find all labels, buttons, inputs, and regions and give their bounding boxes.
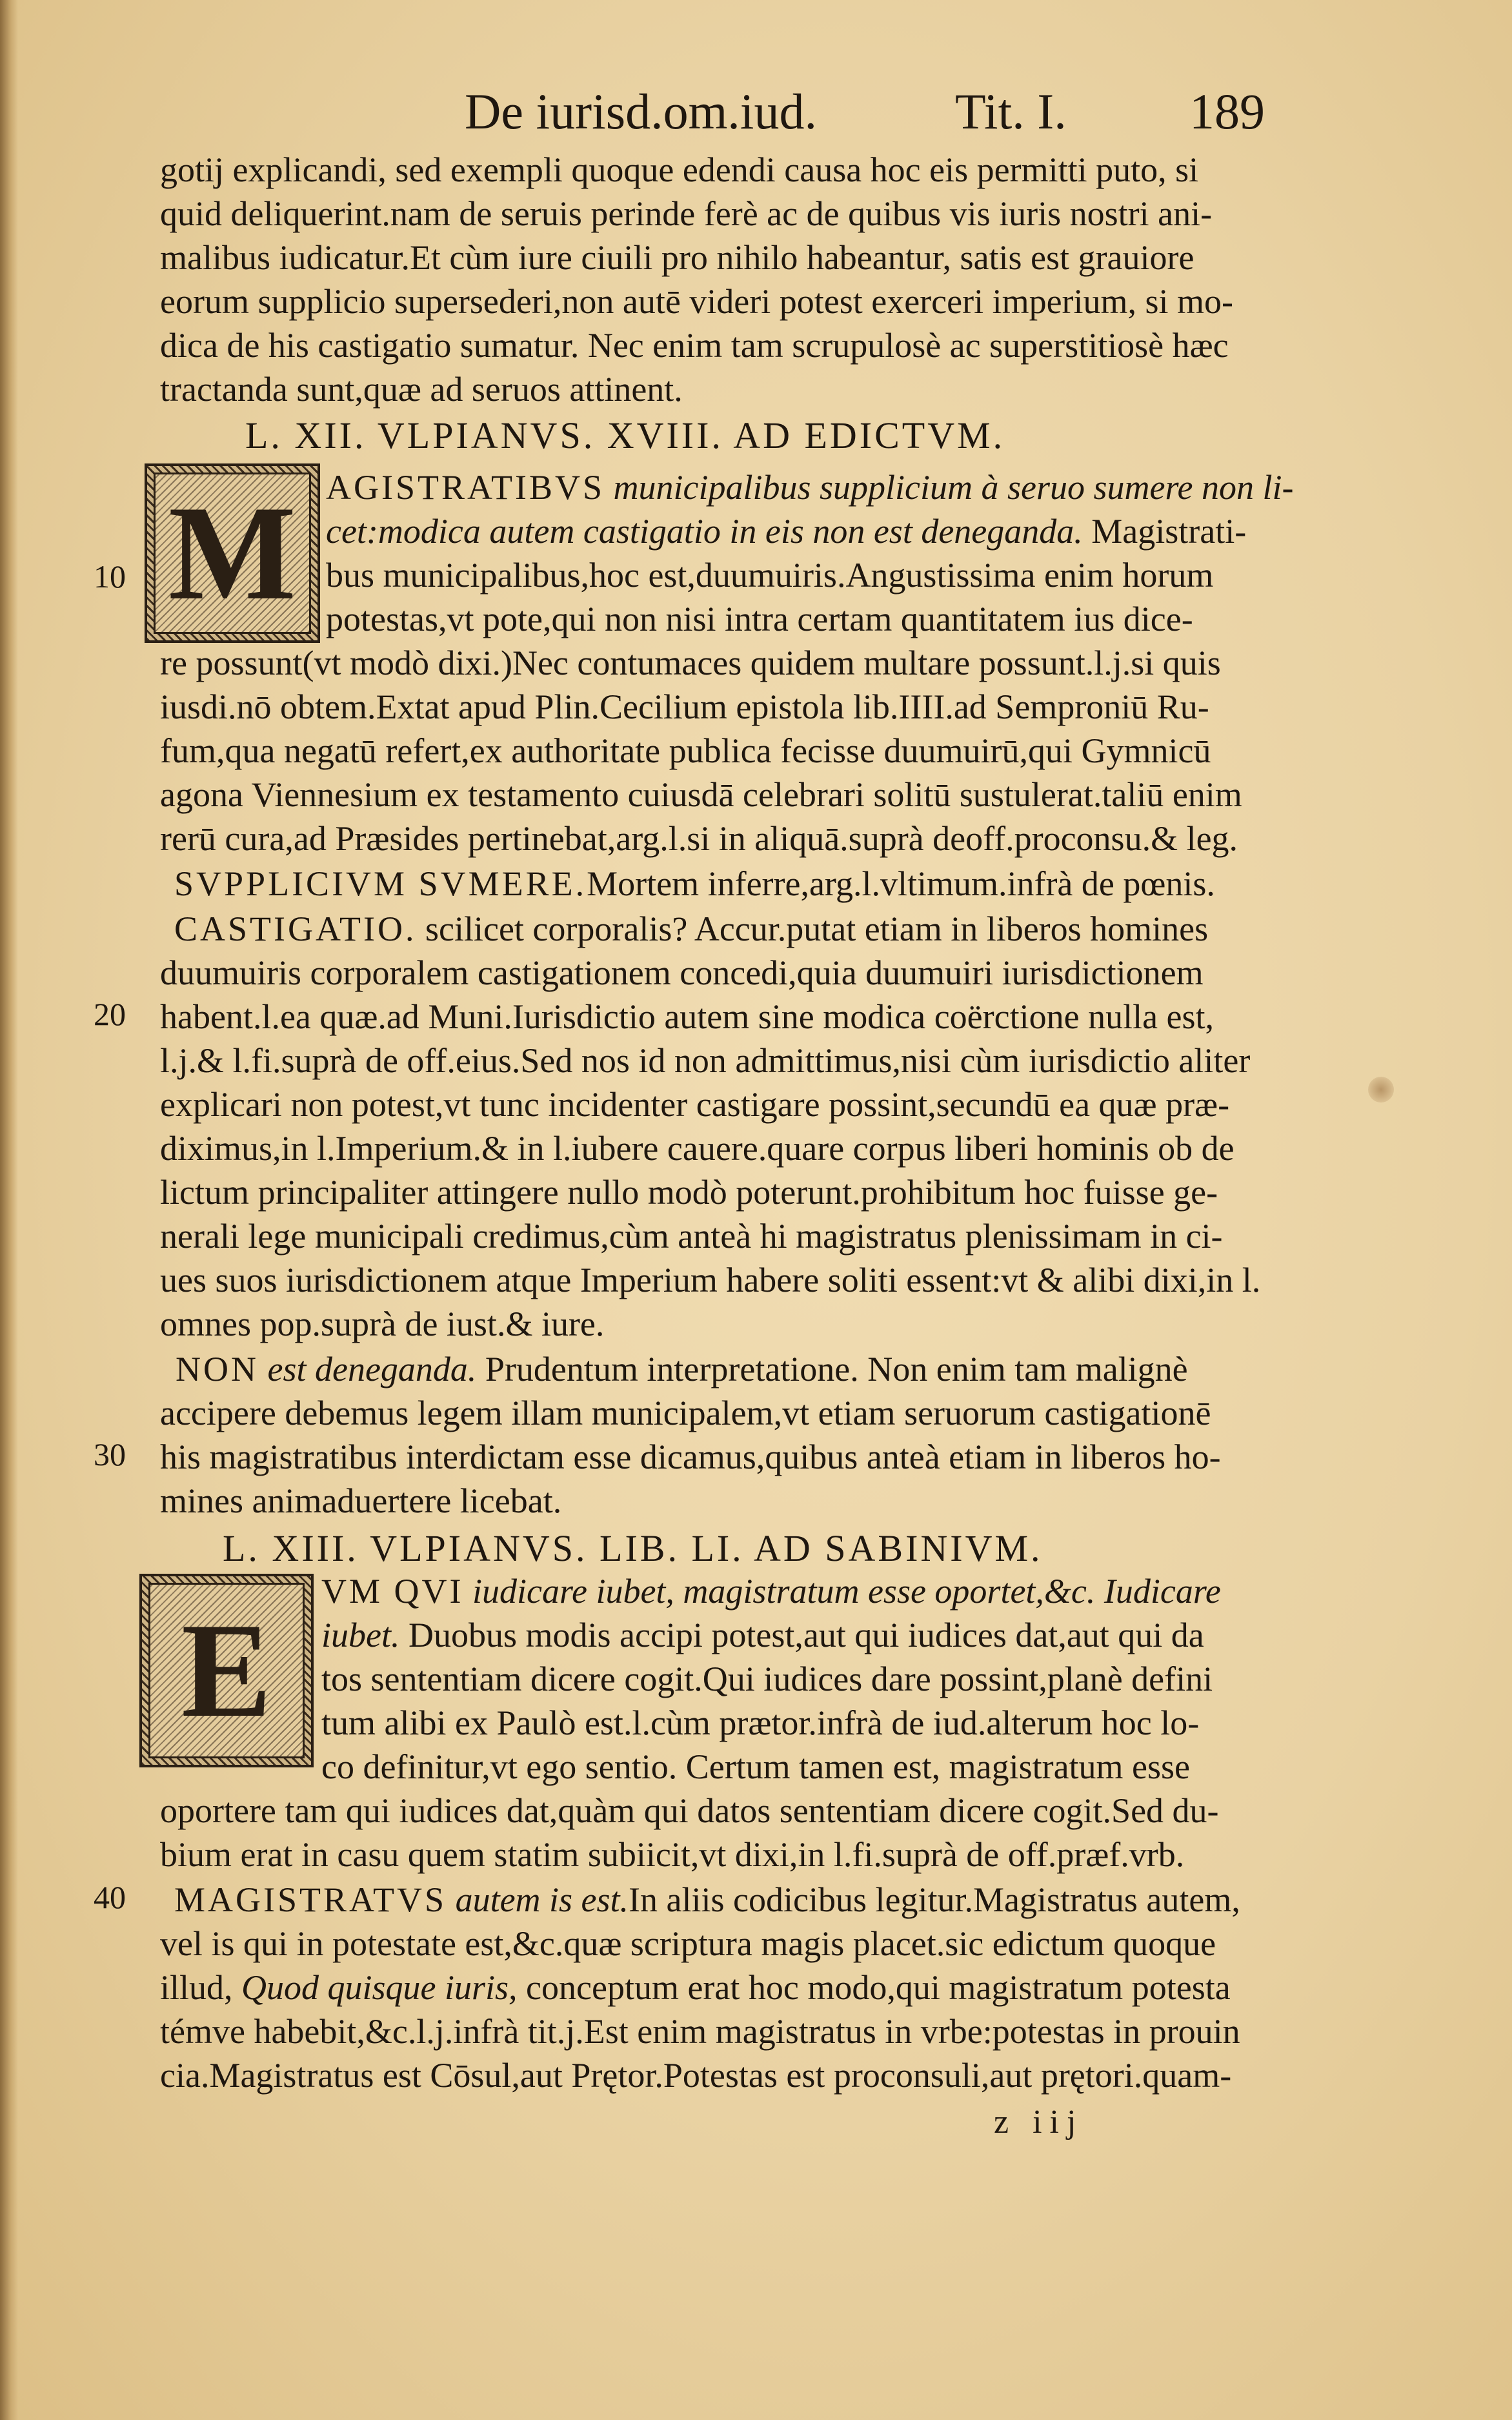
margin-line-number: 10 (94, 558, 126, 595)
text-line: quid deliquerint.nam de seruis perinde ferè ac de quibus vis iuris nostri ani- (160, 194, 1213, 233)
signature-mark: z iij (994, 2104, 1084, 2140)
text-line: eorum supplicio supersederi,non autē videri potest exerceri imperium, si mo- (160, 282, 1234, 321)
text-line: vel is qui in potestate est,&c.quæ scriptura magis placet.sic edictum quoque (160, 1924, 1216, 1963)
text-line: diximus,in l.Imperium.& in l.iubere cauere.quare corpus liberi hominis ob de (160, 1129, 1235, 1168)
text-line: AGISTRATIBVS municipalibus supplicium à seruo sumere non li- (326, 468, 1294, 507)
text-line: malibus iudicatur.Et cùm iure ciuili pro nihilo habeantur, satis est grauiore (160, 238, 1194, 277)
decorated-initial-m (145, 463, 320, 643)
margin-line-number: 40 (94, 1879, 126, 1915)
text-line: ues suos iurisdictionem atque Imperium habere soliti essent:vt & alibi dixi,in l. (160, 1261, 1261, 1299)
paper-stain (1368, 1077, 1394, 1103)
margin-line-number: 20 (94, 996, 126, 1032)
text-line: illud, Quod quisque iuris, conceptum erat hoc modo,qui magistratum potesta (160, 1968, 1231, 2007)
initial-letter: E (181, 1596, 272, 1745)
text-line: explicari non potest,vt tunc incidenter castigare possint,secundū ea quæ præ- (160, 1085, 1230, 1124)
text-line: tos sententiam dicere cogit.Qui iudices dare possint,planè defini (321, 1660, 1213, 1698)
text-line: cet:modica autem castigatio in eis non est deneganda. Magistrati- (326, 512, 1247, 551)
text-line: iusdi.nō obtem.Extat apud Plin.Cecilium epistola lib.IIII.ad Semproniū Ru- (160, 687, 1209, 726)
text-line: mines animaduertere licebat. (160, 1481, 562, 1520)
text-line: rerū cura,ad Præsides pertinebat,arg.l.si in aliquā.suprà deoff.proconsu.& leg. (160, 819, 1238, 858)
text-line: cia.Magistratus est Cōsul,aut Prętor.Potestas est proconsuli,aut prętori.quam- (160, 2056, 1232, 2095)
decorated-initial-e (139, 1574, 314, 1767)
text-line: bus municipalibus,hoc est,duumuiris.Angustissima enim horum (326, 556, 1214, 595)
text-line: co definitur,vt ego sentio. Certum tamen est, magistratum esse (321, 1747, 1191, 1786)
text-line: duumuiris corporalem castigationem concedi,quia duumuiri iurisdictionem (160, 953, 1204, 992)
text-line: fum,qua negatū refert,ex authoritate publica fecisse duumuirū,qui Gymnicū (160, 731, 1211, 770)
text-line: habent.l.ea quæ.ad Muni.Iurisdictio autem sine modica coërctione nulla est, (160, 997, 1215, 1036)
text-line: oportere tam qui iudices dat,quàm qui datos sententiam dicere cogit.Sed du- (160, 1791, 1219, 1830)
text-line: SVPPLICIVM SVMERE.Mortem inferre,arg.l.vltimum.infrà de pœnis. (174, 864, 1215, 903)
text-line: nerali lege municipali credimus,cùm anteà hi magistratus plenissimam in ci- (160, 1217, 1223, 1256)
text-line: bium erat in casu quem statim subiicit,vt dixi,in l.fi.suprà de off.præf.vrb. (160, 1835, 1185, 1874)
text-line: agona Viennesium ex testamento cuiusdā celebrari solitū sustulerat.taliū enim (160, 775, 1242, 814)
text-line: VM QVI iudicare iubet, magistratum esse oportet,&c. Iudicare (321, 1572, 1221, 1611)
text-line: tractanda sunt,quæ ad seruos attinent. (160, 370, 683, 409)
text-line: MAGISTRATVS autem is est.In aliis codicibus legitur.Magistratus autem, (174, 1880, 1240, 1919)
running-header (465, 83, 1265, 141)
text-line: potestas,vt pote,qui non nisi intra certam quantitatem ius dice- (326, 600, 1193, 638)
text-line: accipere debemus legem illam municipalem,vt etiam seruorum castigationē (160, 1394, 1211, 1432)
initial-letter: M (168, 478, 297, 628)
text-line: his magistratibus interdictam esse dicamus,quibus anteà etiam in liberos ho- (160, 1438, 1221, 1476)
text-line: gotij explicandi, sed exempli quoque edendi causa hoc eis permitti puto, si (160, 150, 1199, 189)
margin-line-number: 30 (94, 1436, 126, 1472)
section-heading-1: L. XII. VLPIANVS. XVIII. AD EDICTVM. (245, 414, 1005, 456)
text-line: NON est deneganda. Prudentum interpretatione. Non enim tam malignè (176, 1350, 1188, 1388)
text-line: re possunt(vt modò dixi.)Nec contumaces quidem multare possunt.l.j.si quis (160, 644, 1221, 682)
text-line: tum alibi ex Paulò est.l.cùm prætor.infrà de iud.alterum hoc lo- (321, 1703, 1200, 1742)
text-line: iubet. Duobus modis accipi potest,aut qui iudices dat,aut qui da (321, 1616, 1204, 1654)
text-line: l.j.& l.fi.suprà de off.eius.Sed nos id non admittimus,nisi cùm iurisdictio aliter (160, 1041, 1251, 1080)
header-tit: Tit. I. (955, 83, 1067, 139)
page-number: 189 (1189, 83, 1265, 139)
section-heading-2: L. XIII. VLPIANVS. LIB. LI. AD SABINIVM. (223, 1527, 1043, 1569)
header-title: De iurisd.om.iud. (465, 83, 817, 139)
text-line: omnes pop.suprà de iust.& iure. (160, 1305, 605, 1343)
text-line: lictum principaliter attingere nullo modò poterunt.prohibitum hoc fuisse ge- (160, 1173, 1218, 1212)
binding-edge (0, 0, 18, 2420)
text-line: témve habebit,&c.l.j.infrà tit.j.Est enim magistratus in vrbe:potestas in prouin (160, 2012, 1240, 2051)
text-line: CASTIGATIO. scilicet corporalis? Accur.putat etiam in liberos homines (174, 910, 1209, 948)
text-line: dica de his castigatio sumatur. Nec enim tam scrupulosè ac superstitiosè hæc (160, 326, 1229, 365)
